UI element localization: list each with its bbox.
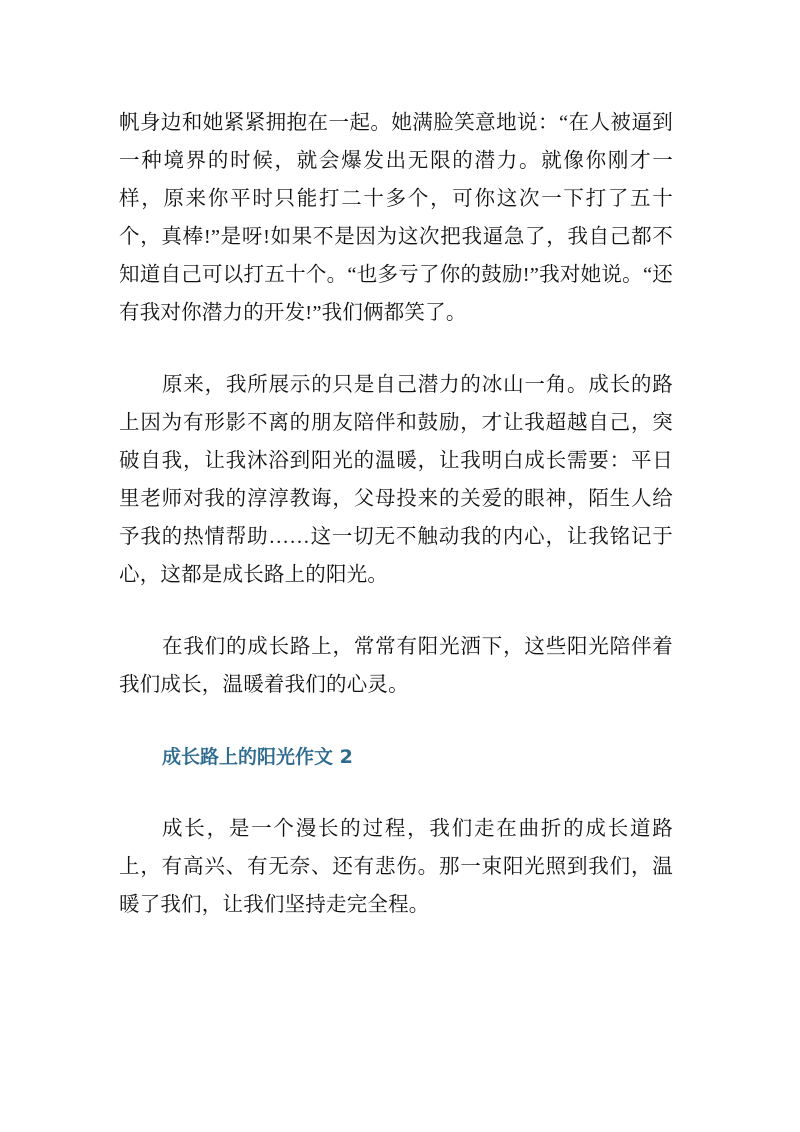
paragraph-1: 帆身边和她紧紧拥抱在一起。她满脸笑意地说：“在人被逼到一种境界的时候，就会爆发出无限的潜力。就像你刚才一样，原来你平时只能打二十多个，可你这次一下打了五十个，真棒!”是呀!如果不是因为这次把我逼急了，我自己都不知道自己可以打五十个。“也多亏了你的鼓励!”我对她说。“还有我对你潜力的开发!”我们俩都笑了。 [119,112,673,324]
paragraph-2: 原来，我所展示的只是自己潜力的冰山一角。成长的路上因为有形影不离的朋友陪伴和鼓励，才让我超越自己，突破自我，让我沐浴到阳光的温暖，让我明白成长需要：平日里老师对我的淳淳教诲，父母投来的关爱的眼神，陌生人给予我的热情帮助……这一切无不触动我的内心，让我铭记于心，这都是成长路上的阳光。 [119,374,673,586]
paragraph-3: 在我们的成长路上，常常有阳光洒下，这些阳光陪伴着我们成长，温暖着我们的心灵。 [119,636,673,696]
document-page [119,104,673,958]
section-heading: 成长路上的阳光作文 2 [162,746,353,768]
paragraph-4: 成长，是一个漫长的过程，我们走在曲折的成长道路上，有高兴、有无奈、还有悲伤。那一束阳光照到我们，温暖了我们，让我们坚持走完全程。 [119,818,673,916]
